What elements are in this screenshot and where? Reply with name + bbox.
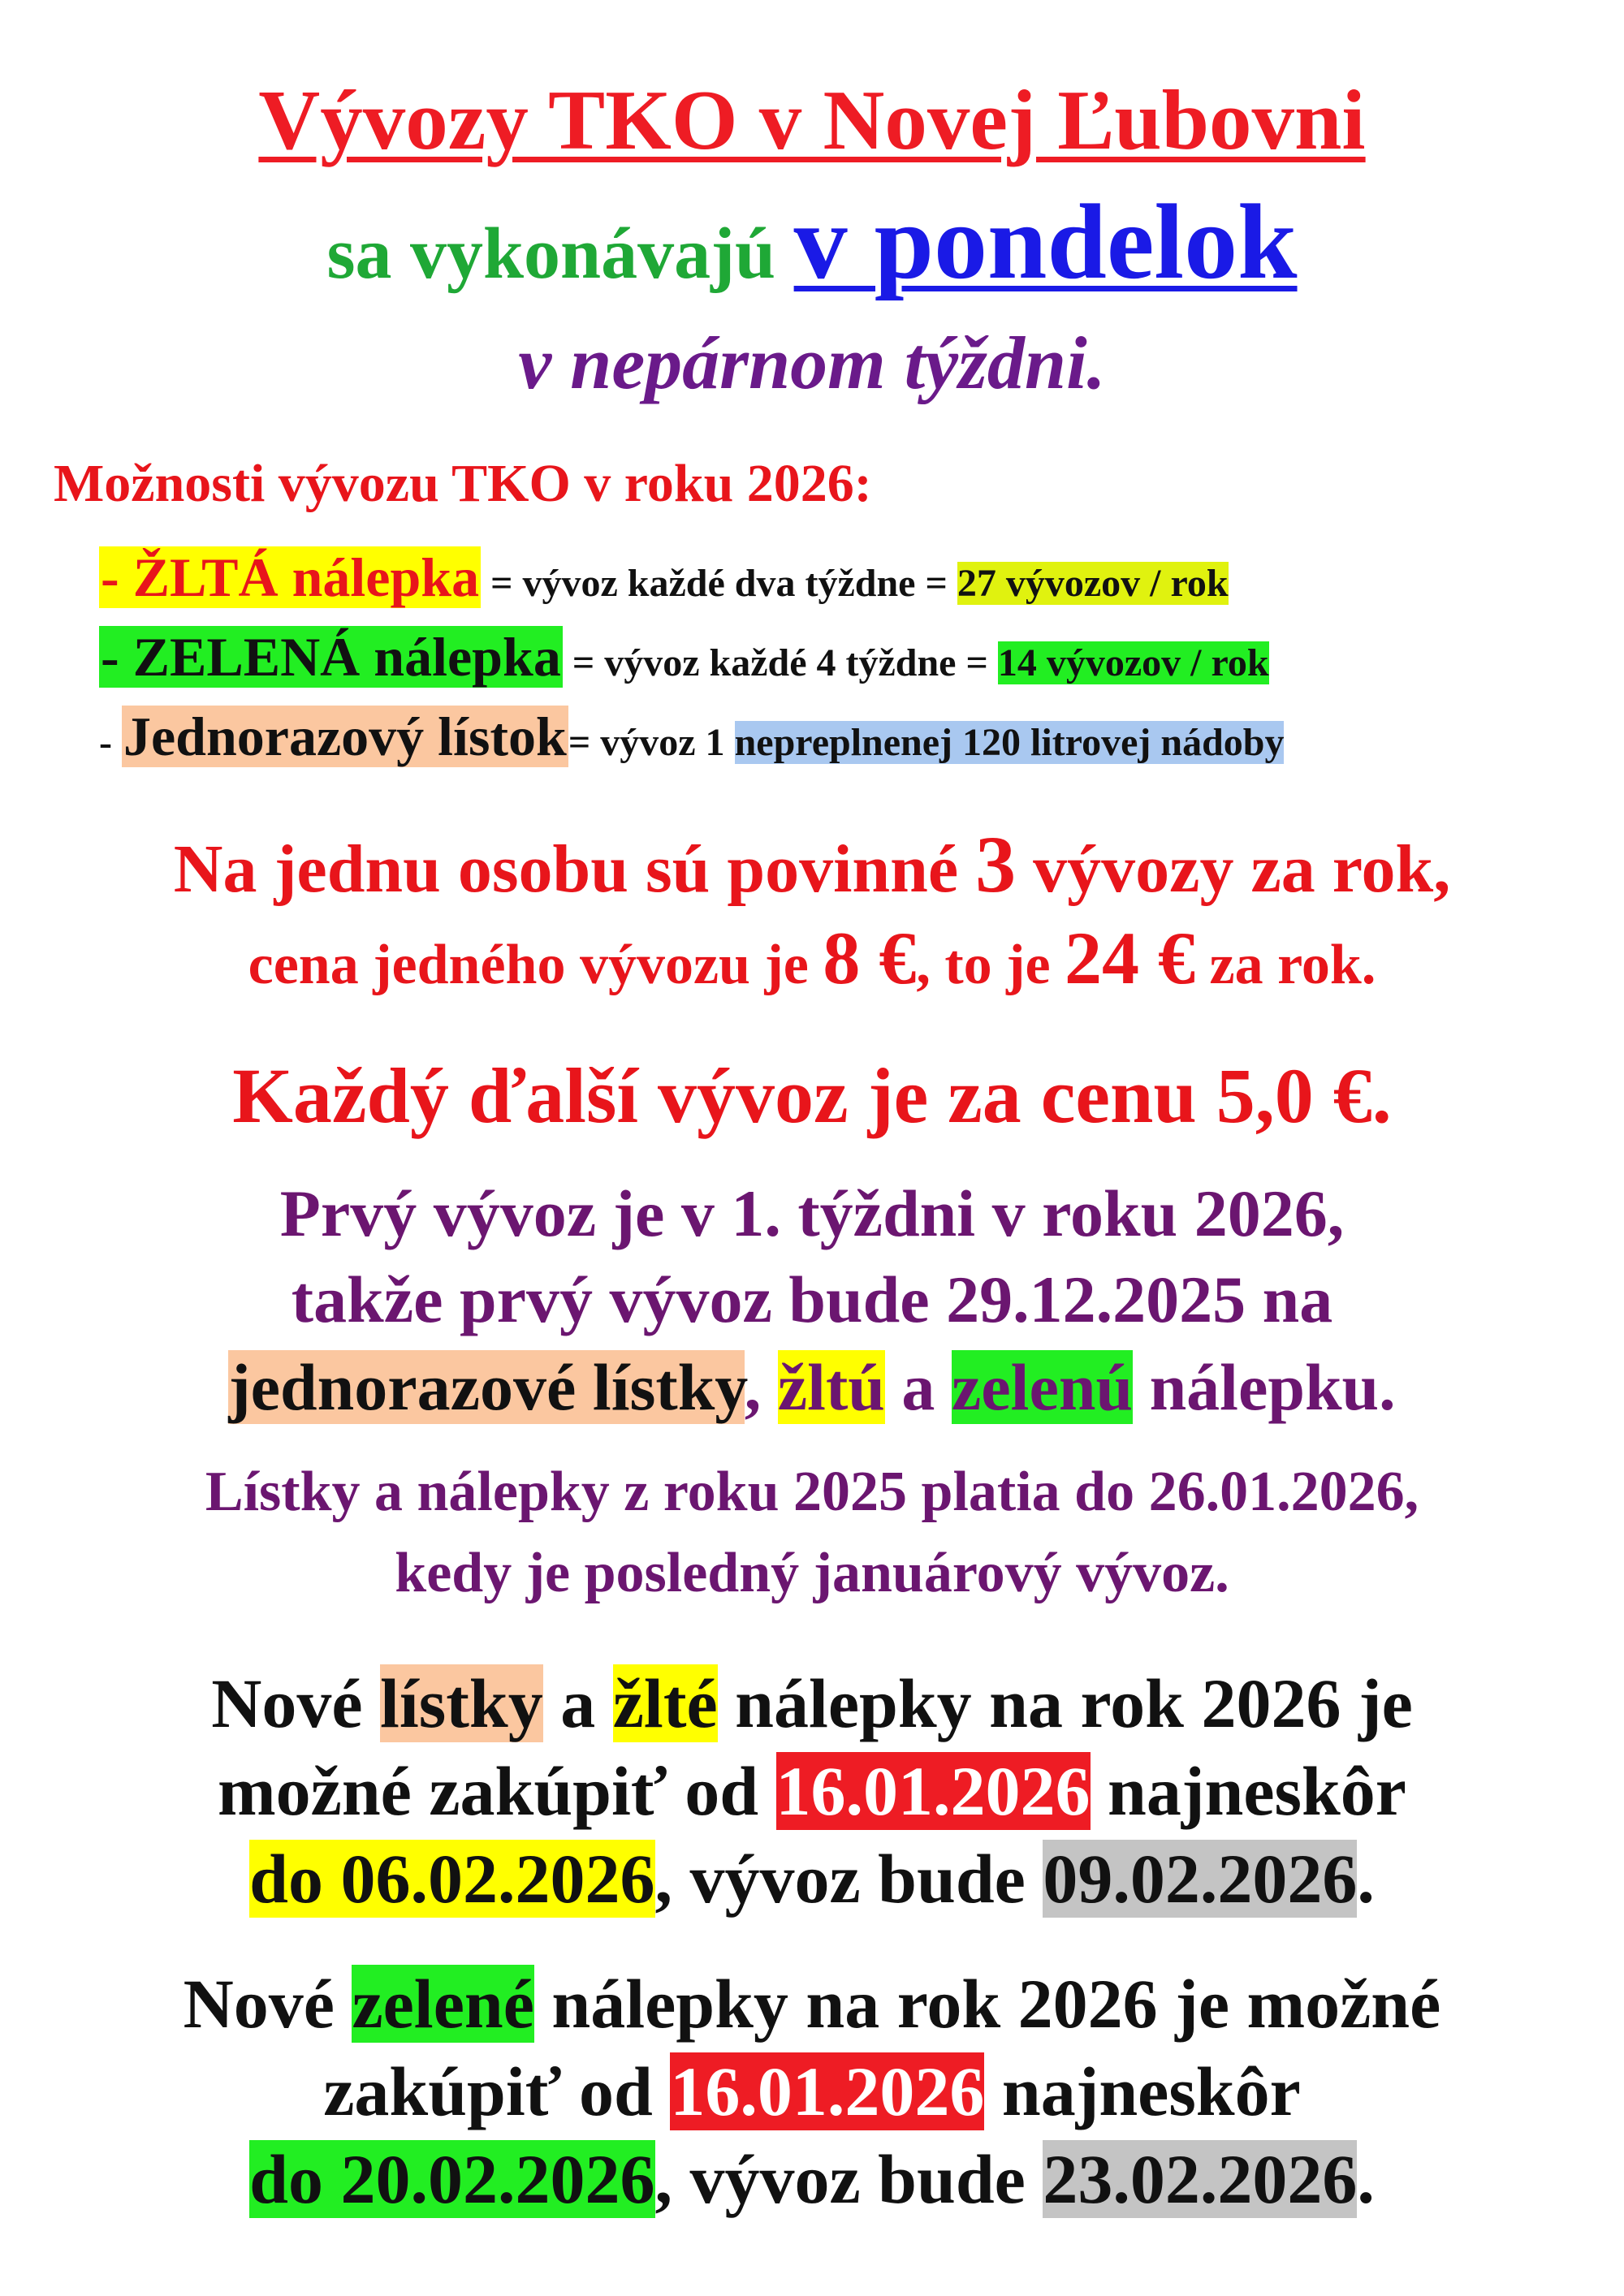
option-eq: =: [481, 562, 523, 605]
option-desc: vývoz každé 4 týždne =: [604, 641, 998, 684]
option-green-name: [99, 626, 563, 688]
first-pickup-line-1: Prvý vývoz je v 1. týždni v roku 2026,: [279, 1176, 1345, 1250]
title-text: Vývozy TKO v Novej Ľubovni: [258, 72, 1366, 167]
option-eq: =: [562, 641, 605, 684]
schedule-week-line: v nepárnom týždni.: [518, 322, 1106, 404]
text: nálepky na rok 2026 je možné: [533, 1965, 1441, 2043]
validity-line-2: kedy je posledný januárový vývoz.: [395, 1542, 1229, 1604]
purchase-deadline: do 06.02.2026: [249, 1840, 655, 1918]
schedule-day: v pondelok: [793, 182, 1298, 301]
pricing-number: 8 €: [823, 917, 917, 999]
schedule-day-line: [0, 182, 1624, 311]
text: možné zakúpiť od: [218, 1752, 776, 1830]
yellow-purchase-line-2: [0, 1747, 1624, 1835]
text: najneskôr: [984, 2052, 1301, 2130]
green-purchase-line-2: [0, 2048, 1624, 2135]
text: zakúpiť od: [323, 2052, 671, 2130]
text: najneskôr: [1090, 1752, 1406, 1830]
green-purchase-line-3: [0, 2135, 1624, 2223]
text: nálepky na rok 2026 je: [717, 1664, 1413, 1742]
highlight-green: zelenú: [951, 1350, 1134, 1424]
text: a: [542, 1664, 613, 1742]
text: a: [884, 1350, 952, 1424]
highlight-yellow: žltú: [777, 1350, 885, 1424]
option-dash: -: [99, 721, 122, 764]
yellow-purchase-line-1: [0, 1659, 1624, 1747]
pickup-date: 23.02.2026: [1043, 2140, 1358, 2218]
schedule-prefix: sa vykonávajú: [326, 214, 794, 294]
option-yellow-name: [99, 546, 481, 608]
option-desc: vývoz 1: [600, 721, 735, 764]
option-yellow-sticker: [99, 542, 1229, 628]
validity-line-1: Lístky a nálepky z roku 2025 platia do 26.01.2026,: [205, 1461, 1419, 1523]
pricing-text: cena jedného vývozu je: [248, 934, 823, 996]
highlight-yellow: žlté: [612, 1664, 718, 1742]
purchase-deadline: do 20.02.2026: [249, 2140, 655, 2218]
purchase-start-date: 16.01.2026: [775, 1752, 1091, 1830]
option-result: 14 vývozov / rok: [997, 641, 1269, 684]
option-result: 27 vývozov / rok: [957, 562, 1229, 605]
purchase-start-date: 16.01.2026: [670, 2052, 985, 2130]
first-pickup-line-3: [0, 1344, 1624, 1431]
pricing-number: 3: [975, 819, 1017, 909]
option-ticket-name: Jednorazový lístok: [123, 706, 567, 767]
option-dash: -: [101, 626, 133, 688]
text: ,: [744, 1350, 778, 1424]
option-green-sticker: [99, 622, 1269, 707]
option-desc: vývoz každé dva týždne =: [522, 562, 957, 605]
extra-pickup-price: Každý ďalší vývoz je za cenu 5,0 €.: [232, 1052, 1392, 1139]
option-single-ticket: [99, 701, 1284, 787]
highlight-green: zelené: [352, 1965, 534, 2043]
pricing-number: 24 €: [1065, 917, 1196, 999]
price-per-pickup-line: [0, 917, 1624, 1006]
pricing-text: vývozy za rok,: [1016, 831, 1451, 907]
pricing-text: , to je: [916, 934, 1065, 996]
green-purchase-line-1: [0, 1960, 1624, 2048]
first-pickup-line-2: takže prvý vývoz bude 29.12.2025 na: [291, 1262, 1333, 1336]
text: .: [1357, 2140, 1375, 2218]
text: , vývoz bude: [654, 1840, 1043, 1918]
page-title: [0, 71, 1624, 169]
text: Nové: [183, 1965, 352, 2043]
text: .: [1357, 1840, 1375, 1918]
highlight-tickets: lístky: [380, 1664, 543, 1742]
text: , vývoz bude: [654, 2140, 1043, 2218]
option-result: nepreplnenej 120 litrovej nádoby: [734, 721, 1285, 764]
text: nálepku.: [1133, 1350, 1396, 1424]
option-name: ZELENÁ nálepka: [132, 626, 561, 688]
required-pickups-line: [0, 820, 1624, 914]
option-dash: -: [101, 546, 133, 608]
highlight-tickets: jednorazové lístky: [228, 1350, 745, 1424]
pricing-text: za rok.: [1195, 934, 1376, 996]
option-name: ŽLTÁ nálepka: [132, 546, 480, 608]
pricing-text: Na jednu osobu sú povinné: [173, 831, 976, 907]
option-eq: =: [568, 721, 601, 764]
pickup-date: 09.02.2026: [1043, 1840, 1358, 1918]
options-heading: Možnosti vývozu TKO v roku 2026:: [54, 454, 872, 513]
text: Nové: [211, 1664, 381, 1742]
yellow-purchase-line-3: [0, 1835, 1624, 1923]
